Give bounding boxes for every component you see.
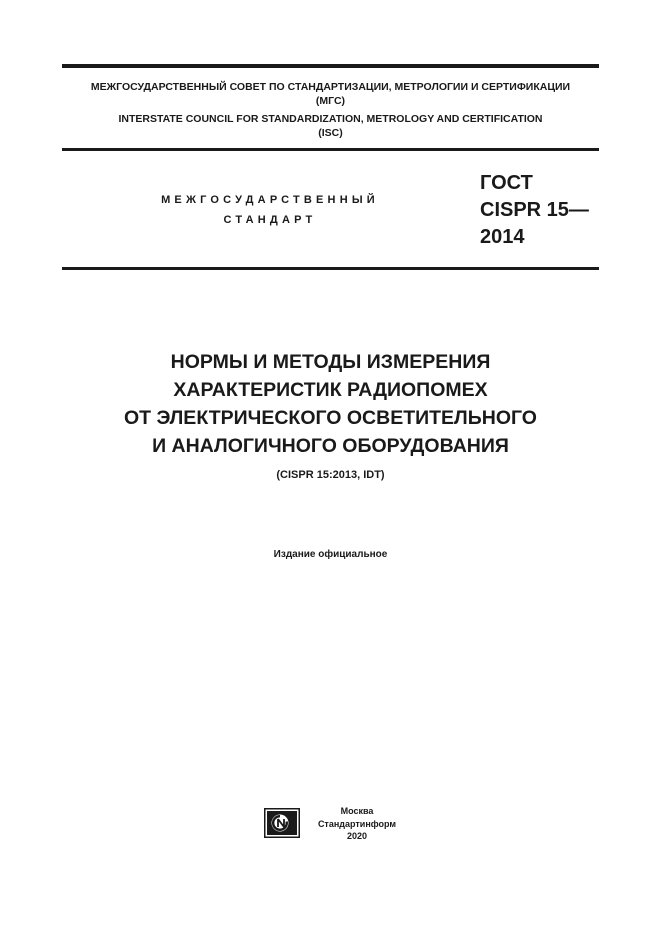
council-abbr-ru: (МГС): [315, 95, 346, 107]
publisher-city: Москва: [340, 806, 374, 816]
middle-rule: [62, 148, 599, 151]
council-abbr-en: (ISC): [318, 127, 343, 139]
standard-type-line2: СТАНДАРТ: [223, 214, 317, 226]
publisher-info: [306, 805, 408, 843]
document-title: [62, 348, 599, 460]
title-line: НОРМЫ И МЕТОДЫ ИЗМЕРЕНИЯ: [170, 351, 491, 373]
council-name-en: [62, 112, 599, 140]
title-line: И АНАЛОГИЧНОГО ОБОРУДОВАНИЯ: [152, 435, 509, 457]
publication-year: 2020: [346, 831, 368, 841]
title-line: ХАРАКТЕРИСТИК РАДИОПОМЕХ: [173, 379, 488, 401]
standartinform-logo-icon: [264, 808, 300, 838]
publisher-name: Стандартинформ: [317, 818, 397, 829]
designation-code: CISPR 15—: [480, 199, 589, 221]
source-reference: (CISPR 15:2013, IDT): [276, 469, 385, 481]
bottom-rule: [62, 267, 599, 270]
council-name-ru: [62, 80, 599, 108]
designation-year: 2014: [480, 226, 525, 248]
council-name-ru-line: МЕЖГОСУДАРСТВЕННЫЙ СОВЕТ ПО СТАНДАРТИЗАЦИИ, МЕТРОЛОГИИ И СЕРТИФИКАЦИИ: [90, 81, 571, 93]
edition-note: Издание официальное: [273, 549, 388, 560]
standard-designation: [480, 170, 589, 251]
top-rule: [62, 64, 599, 68]
standard-type-line1: МЕЖГОСУДАРСТВЕННЫЙ: [161, 194, 379, 206]
designation-prefix: ГОСТ: [480, 172, 533, 194]
title-line: ОТ ЭЛЕКТРИЧЕСКОГО ОСВЕТИТЕЛЬНОГО: [124, 407, 537, 429]
council-name-en-line: INTERSTATE COUNCIL FOR STANDARDIZATION, METROLOGY AND CERTIFICATION: [118, 113, 543, 125]
